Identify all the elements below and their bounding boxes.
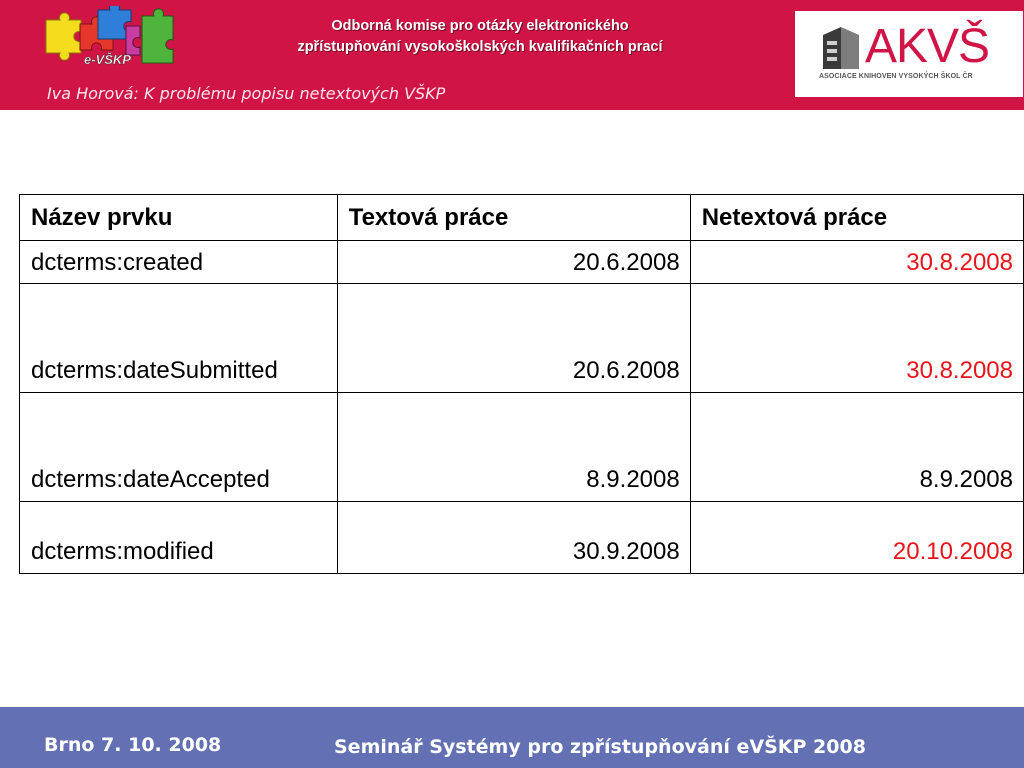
- presentation-subtitle: Iva Horová: K problému popisu netextových VŠKP: [47, 84, 446, 103]
- metadata-table: [19, 194, 1024, 574]
- nontext-work-date-cell: 20.10.2008: [690, 502, 1023, 574]
- nontext-work-date-cell: 30.8.2008: [690, 241, 1023, 284]
- footer-event: Seminář Systémy pro zpřístupňování eVŠKP 2008: [334, 736, 866, 758]
- text-work-date-cell: 20.6.2008: [337, 241, 690, 284]
- table-row: [20, 241, 1024, 284]
- element-name-cell: dcterms:dateSubmitted: [20, 284, 338, 393]
- header-cell-nontext-work: Netextová práce: [690, 195, 1023, 241]
- logo-label: e-VŠKP: [84, 52, 131, 67]
- nontext-work-date-cell: 8.9.2008: [690, 393, 1023, 502]
- table-row: [20, 393, 1024, 502]
- element-name-cell: dcterms:dateAccepted: [20, 393, 338, 502]
- text-work-date-cell: 20.6.2008: [337, 284, 690, 393]
- puzzle-logo-icon: [42, 6, 177, 72]
- akvs-logo: [795, 11, 1023, 97]
- header-title-line1: Odborná komise pro otázky elektronického: [331, 18, 629, 34]
- footer-band: [0, 707, 1024, 768]
- table-row: [20, 284, 1024, 393]
- header-title-line2: zpřístupňování vysokoškolských kvalifikačních prací: [297, 39, 663, 55]
- akvs-logo-text: AKVŠ: [865, 20, 990, 73]
- element-name-cell: dcterms:modified: [20, 502, 338, 574]
- akvs-logo-subtitle: ASOCIACE KNIHOVEN VYSOKÝCH ŠKOL ČR: [819, 73, 973, 80]
- table-header-row: [20, 195, 1024, 241]
- building-icon: [819, 25, 863, 71]
- header-cell-text-work: Textová práce: [337, 195, 690, 241]
- element-name-cell: dcterms:created: [20, 241, 338, 284]
- footer-date: Brno 7. 10. 2008: [44, 734, 222, 756]
- table-row: [20, 502, 1024, 574]
- nontext-work-date-cell: 30.8.2008: [690, 284, 1023, 393]
- header-band: [0, 0, 1024, 110]
- text-work-date-cell: 8.9.2008: [337, 393, 690, 502]
- text-work-date-cell: 30.9.2008: [337, 502, 690, 574]
- header-title: [250, 16, 710, 58]
- header-cell-element: Název prvku: [20, 195, 338, 241]
